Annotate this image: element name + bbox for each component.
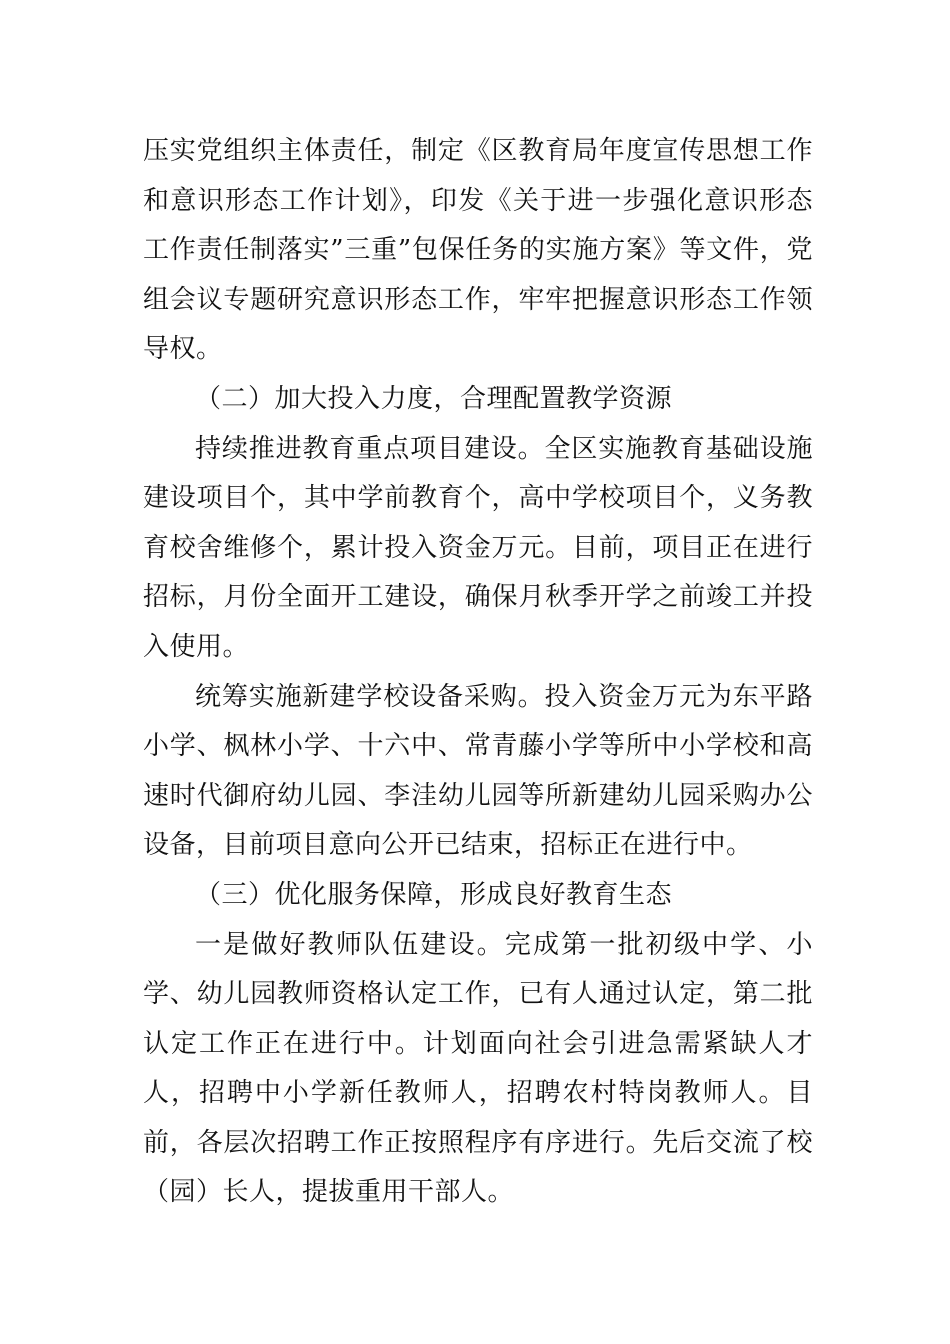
paragraph-teacher-team: 一是做好教师队伍建设。完成第一批初级中学、小学、幼儿园教师资格认定工作，已有人通过认定，第二批认定工作正在进行中。计划面向社会引进急需紧缺人才人，招聘中小学新任教师人，招聘农村特岗教师人。目前，各层次招聘工作正按照程序有序进行。先后交流了校（园）长人，提拔重用干部人。 [143,929,813,1208]
document-body [143,127,813,1218]
section-heading-investment: （二）加大投入力度，合理配置教学资源 [195,383,673,414]
paragraph-equipment-procurement: 统筹实施新建学校设备采购。投入资金万元为东平路小学、枫林小学、十六中、常青藤小学等所中小学校和高速时代御府幼儿园、李洼幼儿园等所新建幼儿园采购办公设备，目前项目意向公开已结束，招标正在进行中。 [143,681,813,861]
paragraph-key-projects: 持续推进教育重点项目建设。全区实施教育基础设施建设项目个，其中学前教育个，高中学校项目个，义务教育校舍维修个，累计投入资金万元。目前，项目正在进行招标，月份全面开工建设，确保月秋季开学之前竣工并投入使用。 [143,433,813,662]
paragraph-ideology-responsibility: 压实党组织主体责任，制定《区教育局年度宣传思想工作和意识形态工作计划》，印发《关于进一步强化意识形态工作责任制落实”三重”包保任务的实施方案》等文件，党组会议专题研究意识形态工作，牢牢把握意识形态工作领导权。 [143,136,813,365]
section-heading-service: （三）优化服务保障，形成良好教育生态 [195,879,673,910]
